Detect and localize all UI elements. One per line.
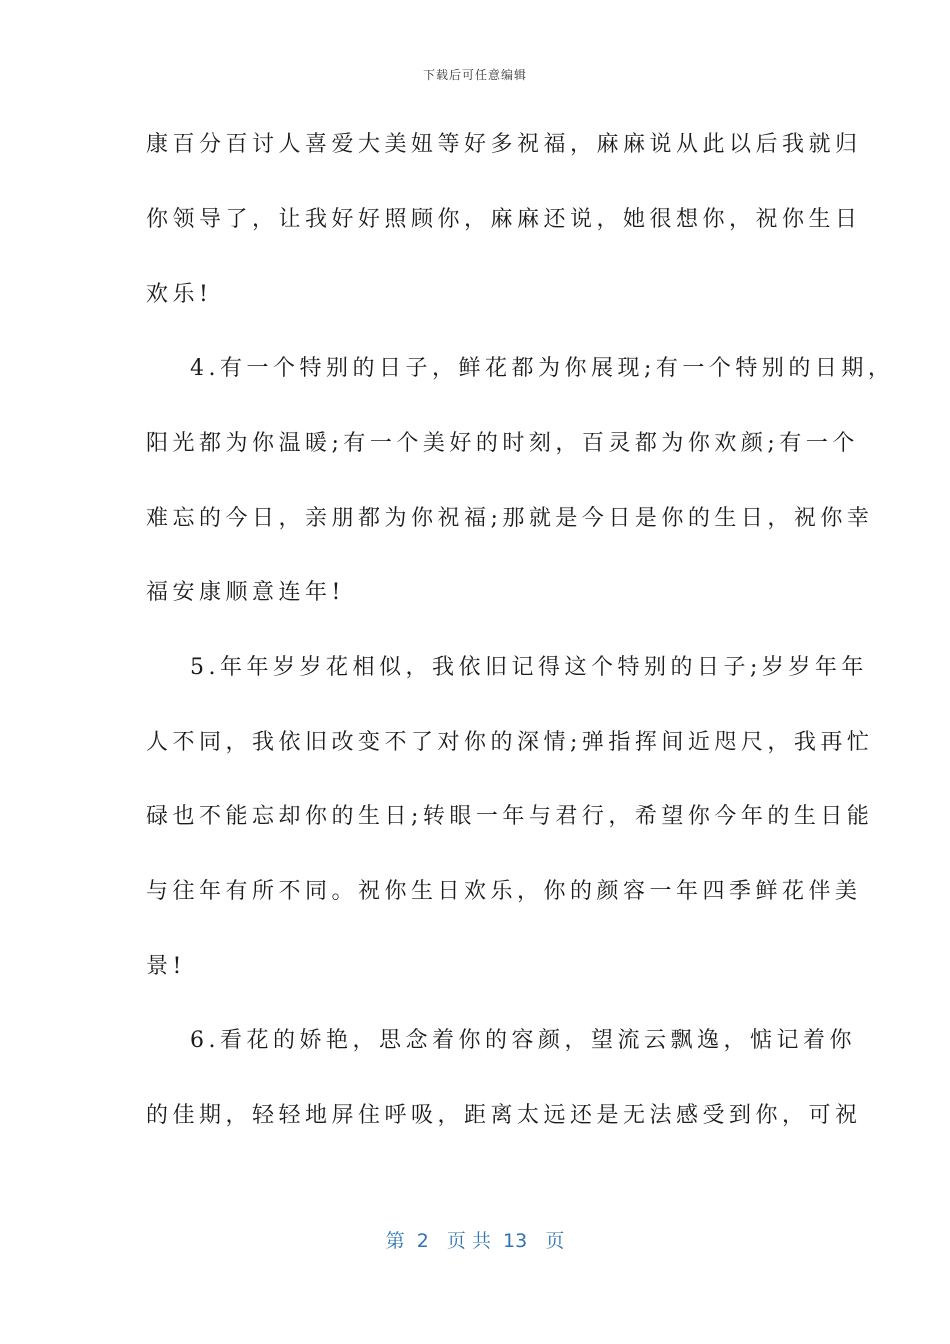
- text-line: 4.有一个特别的日子，鲜花都为你展现;有一个特别的日期，: [190, 356, 895, 381]
- text-line: 你领导了，让我好好照顾你，麻麻还说，她很想你，祝你生日: [146, 207, 862, 232]
- text-line: 人不同，我依旧改变不了对你的深情;弹指挥间近咫尺，我再忙: [146, 730, 874, 755]
- text-line: 难忘的今日，亲朋都为你祝福;那就是今日是你的生日，祝你幸: [146, 506, 874, 531]
- text-line: 5.年年岁岁花相似，我依旧记得这个特别的日子;岁岁年年: [190, 655, 868, 680]
- text-line: 景!: [146, 954, 186, 979]
- text-line: 阳光都为你温暖;有一个美好的时刻，百灵都为你欢颜;有一个: [146, 431, 859, 456]
- text-line: 福安康顺意连年!: [146, 580, 345, 605]
- text-line: 的佳期，轻轻地屏住呼吸，距离太远还是无法感受到你，可祝: [146, 1103, 862, 1128]
- text-line: 与往年有所不同。祝你生日欢乐，你的颜容一年四季鲜花伴美: [146, 879, 862, 904]
- page-number: 第 2 页 共 13 页: [385, 1230, 565, 1252]
- text-line: 碌也不能忘却你的生日;转眼一年与君行，希望你今年的生日能: [146, 804, 874, 829]
- text-line: 6.看花的娇艳，思念着你的容颜，望流云飘逸，惦记着你: [190, 1028, 856, 1053]
- text-line: 欢乐!: [146, 282, 213, 307]
- text-line: 康百分百讨人喜爱大美妞等好多祝福，麻麻说从此以后我就归: [146, 132, 862, 157]
- header-note: 下载后可任意编辑: [422, 68, 527, 82]
